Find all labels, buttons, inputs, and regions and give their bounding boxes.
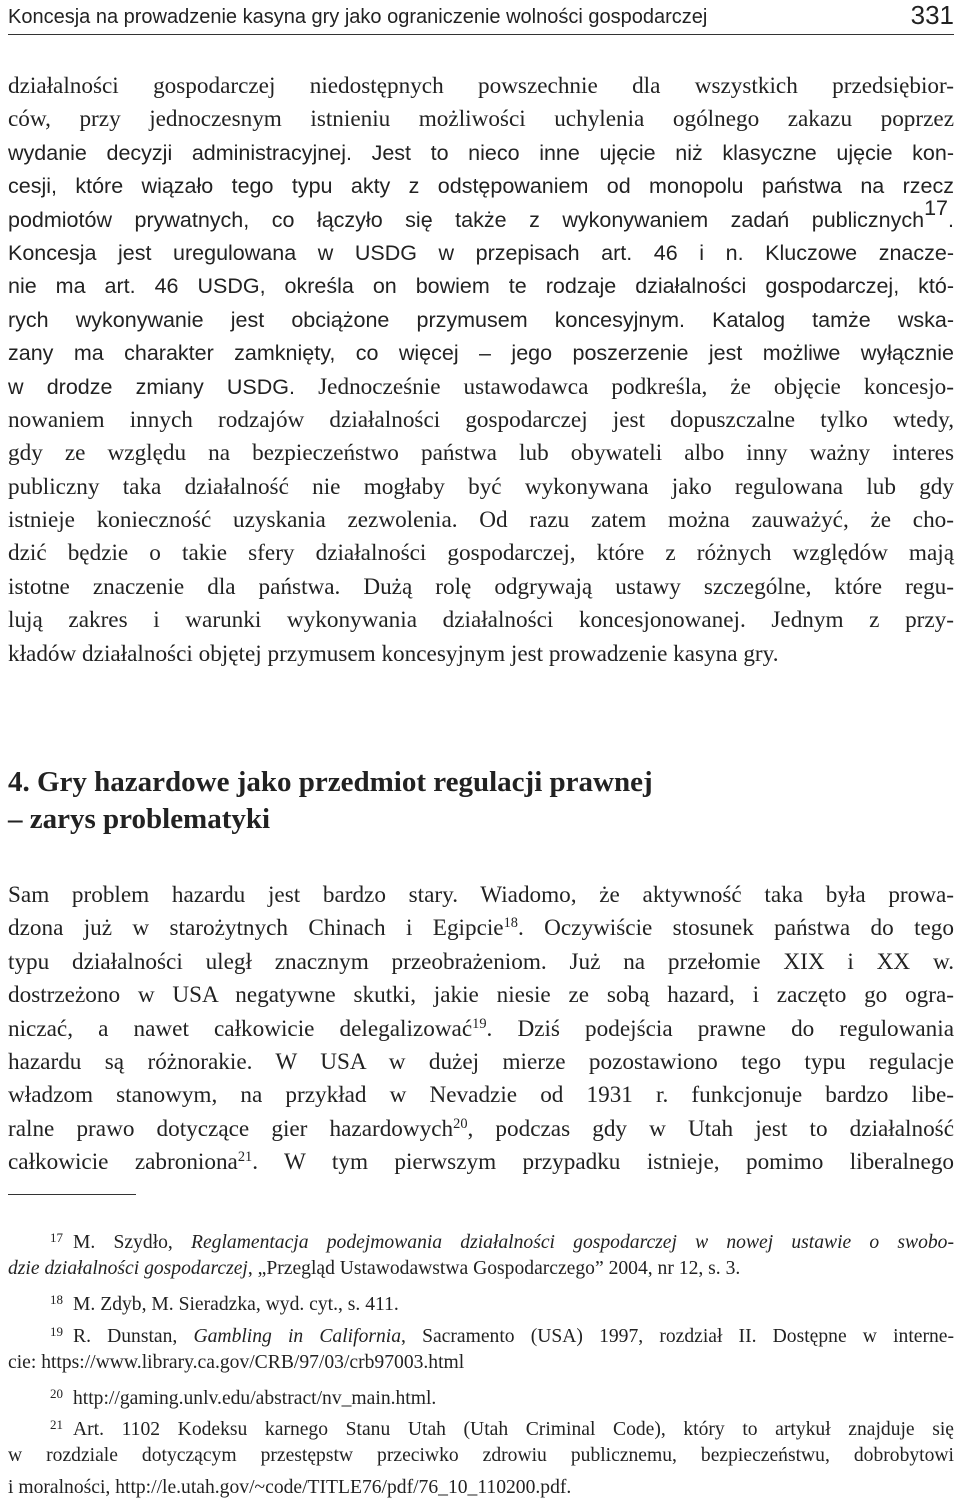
footnote-19-link[interactable]: https://www.library.ca.gov/CRB/97/03/crb97003.html xyxy=(41,1351,465,1373)
footnote-20: $^{20}$ http://gaming.unlv.edu/abstract/nv_main.html. xyxy=(50,1385,437,1409)
footnote-separator xyxy=(8,1194,136,1195)
footnote-19-cont: cie: https://www.library.ca.gov/CRB/97/03/crb97003.html xyxy=(8,1351,465,1373)
text-line: istotne znaczenie dla państwa. Dużą rolę odgrywają ustawy szczególne, które regu- xyxy=(8,573,954,600)
page-number: 331 xyxy=(910,0,954,30)
footnote-21-cont: w rozdziale dotyczącym przestępstw przeciwko zdrowiu publicznemu, bezpieczeństwu, dobrobytowi xyxy=(8,1445,954,1467)
text-line: nie ma art. 46 USDG, określa on bowiem te rodzaje działalności gospodarczej, któ- xyxy=(8,274,954,299)
footnote-ref-18[interactable]: 18 xyxy=(503,915,518,932)
footnote-21-cont-2 xyxy=(8,1472,954,1503)
running-head xyxy=(8,2,954,35)
section-title-line-1: Gry hazardowe jako przedmiot regulacji prawnej xyxy=(37,766,653,798)
text-line: dzona już w starożytnych Chinach i Egipcie$^{18}$. Oczywiście stosunek państwa do tego xyxy=(8,915,954,942)
text-line: Koncesja jest uregulowana w USDG w przepisach art. 46 i n. Kluczowe znacze- xyxy=(8,240,954,265)
footnote-21: $^{21}$ Art. 1102 Kodeksu karnego Stanu Utah (Utah Criminal Code), który to artykuł znajduje się xyxy=(50,1417,954,1440)
section-heading xyxy=(8,764,954,838)
footnote-ref-17[interactable]: 17 xyxy=(924,195,949,220)
paragraph-1 xyxy=(8,70,954,671)
text-line: dostrzeżono w USA negatywne skutki, jakie niesie ze sobą hazard, i zaczęto go ogra- xyxy=(8,982,954,1009)
text-line: rych wykonywanie jest obciążone przymusem koncesyjnym. Katalog tamże wska- xyxy=(8,307,955,332)
text-line: podmiotów prywatnych, co łączyło się także z wykonywaniem zadań publicznych$^{17}$. xyxy=(8,195,954,232)
text-line: ralne prawo dotyczące gier hazardowych$^{20}$, podczas gdy w Utah jest to działalność xyxy=(8,1115,954,1142)
text-line: wydanie decyzji administracyjnej. Jest to nieco inne ujęcie niż klasyczne ujęcie kon- xyxy=(8,140,954,165)
text-line: nowaniem innych rodzajów działalności gospodarczej jest dopuszczalne tylko wtedy, xyxy=(8,406,954,433)
text-line: zany ma charakter zamknięty, co więcej – jego poszerzenie jest możliwe wyłącznie xyxy=(8,341,954,366)
footnotes xyxy=(8,1222,954,1503)
footnote-20-link[interactable]: http://gaming.unlv.edu/abstract/nv_main.html. xyxy=(73,1387,437,1409)
text-line: niczać, a nawet całkowicie delegalizować$^{19}$. Dziś podejścia prawne do regulowania xyxy=(8,1015,954,1042)
text-line: ców, przy jednoczesnym istnieniu możliwości uchylenia ogólnego zakazu poprzez xyxy=(8,106,954,133)
text-line: gdy ze względu na bezpieczeństwo państwa lub obywateli albo inny ważny interes xyxy=(8,440,954,467)
section-number: 4. xyxy=(8,766,30,798)
text-line: istnieje konieczność uzyskania zezwolenia. Od razu zatem można zauważyć, że cho- xyxy=(8,507,954,534)
text-line: lują zakres i warunki wykonywania działalności koncesjonowanej. Jednym z przy- xyxy=(8,607,954,634)
footnote-17: $^{17}$ M. Szydło, Reglamentacja podejmowania działalności gospodarczej w nowej ustawie o swobo- xyxy=(50,1230,954,1253)
text-line: w drodze zmiany USDG. Jednocześnie ustawodawca podkreśla, że objęcie koncesjo- xyxy=(8,373,954,400)
text-line: typu działalności uległ znacznym przeobrażeniom. Już na przełomie XIX i XX w. xyxy=(8,948,954,975)
text-line: władzom stanowym, na przykład w Nevadzie od 1931 r. funkcjonuje bardzo libe- xyxy=(8,1082,954,1109)
text-line: cesji, które wiązało tego typu akty z odstępowaniem od monopolu państwa na rzecz xyxy=(8,174,954,199)
text-line: całkowicie zabroniona$^{21}$. W tym pierwszym przypadku istnieje, pomimo liberalnego xyxy=(8,1149,955,1176)
text-line: działalności gospodarczej niedostępnych powszechnie dla wszystkich przedsiębior- xyxy=(8,73,954,99)
text-line: hazardu są różnorakie. W USA w dużej mierze pozostawiono tego typu regulacje xyxy=(8,1048,954,1075)
running-head-title: Koncesja na prowadzenie kasyna gry jako ograniczenie wolności gospodarczej xyxy=(8,6,708,28)
section-title-line-2: – zarys problematyki xyxy=(8,803,271,835)
footnote-18: $^{18}$ M. Zdyb, M. Sieradzka, wyd. cyt., s. 411. xyxy=(50,1292,399,1316)
paragraph-2 xyxy=(8,879,954,1180)
footnote-ref-21[interactable]: 21 xyxy=(237,1149,253,1166)
text-line: dzić będzie o takie sfery działalności gospodarczej, które z różnych względów mają xyxy=(8,540,954,567)
footnote-19: $^{19}$ R. Dunstan, Gambling in California, Sacramento (USA) 1997, rozdział II. Dostępne w interne- xyxy=(50,1323,955,1347)
text-line: Sam problem hazardu jest bardzo stary. Wiadomo, że aktywność taka była prowa- xyxy=(8,882,954,908)
footnote-ref-19[interactable]: 19 xyxy=(472,1015,487,1032)
footnote-17-cont: dzie działalności gospodarczej, „Przegląd Ustawodawstwa Gospodarczego” 2004, nr 12, s. 3. xyxy=(8,1258,741,1280)
footnote-21-link[interactable]: i moralności, http://le.utah.gov/~code/TITLE76/pdf/76_10_110200.pdf. xyxy=(8,1476,572,1498)
text-line: kładów działalności objętej przymusem koncesyjnym jest prowadzenie kasyna gry. xyxy=(8,640,779,667)
footnote-ref-20[interactable]: 20 xyxy=(453,1115,468,1132)
text-line: publiczny taka działalność nie mogłaby być wykonywana jako regulowana lub gdy xyxy=(8,473,954,500)
